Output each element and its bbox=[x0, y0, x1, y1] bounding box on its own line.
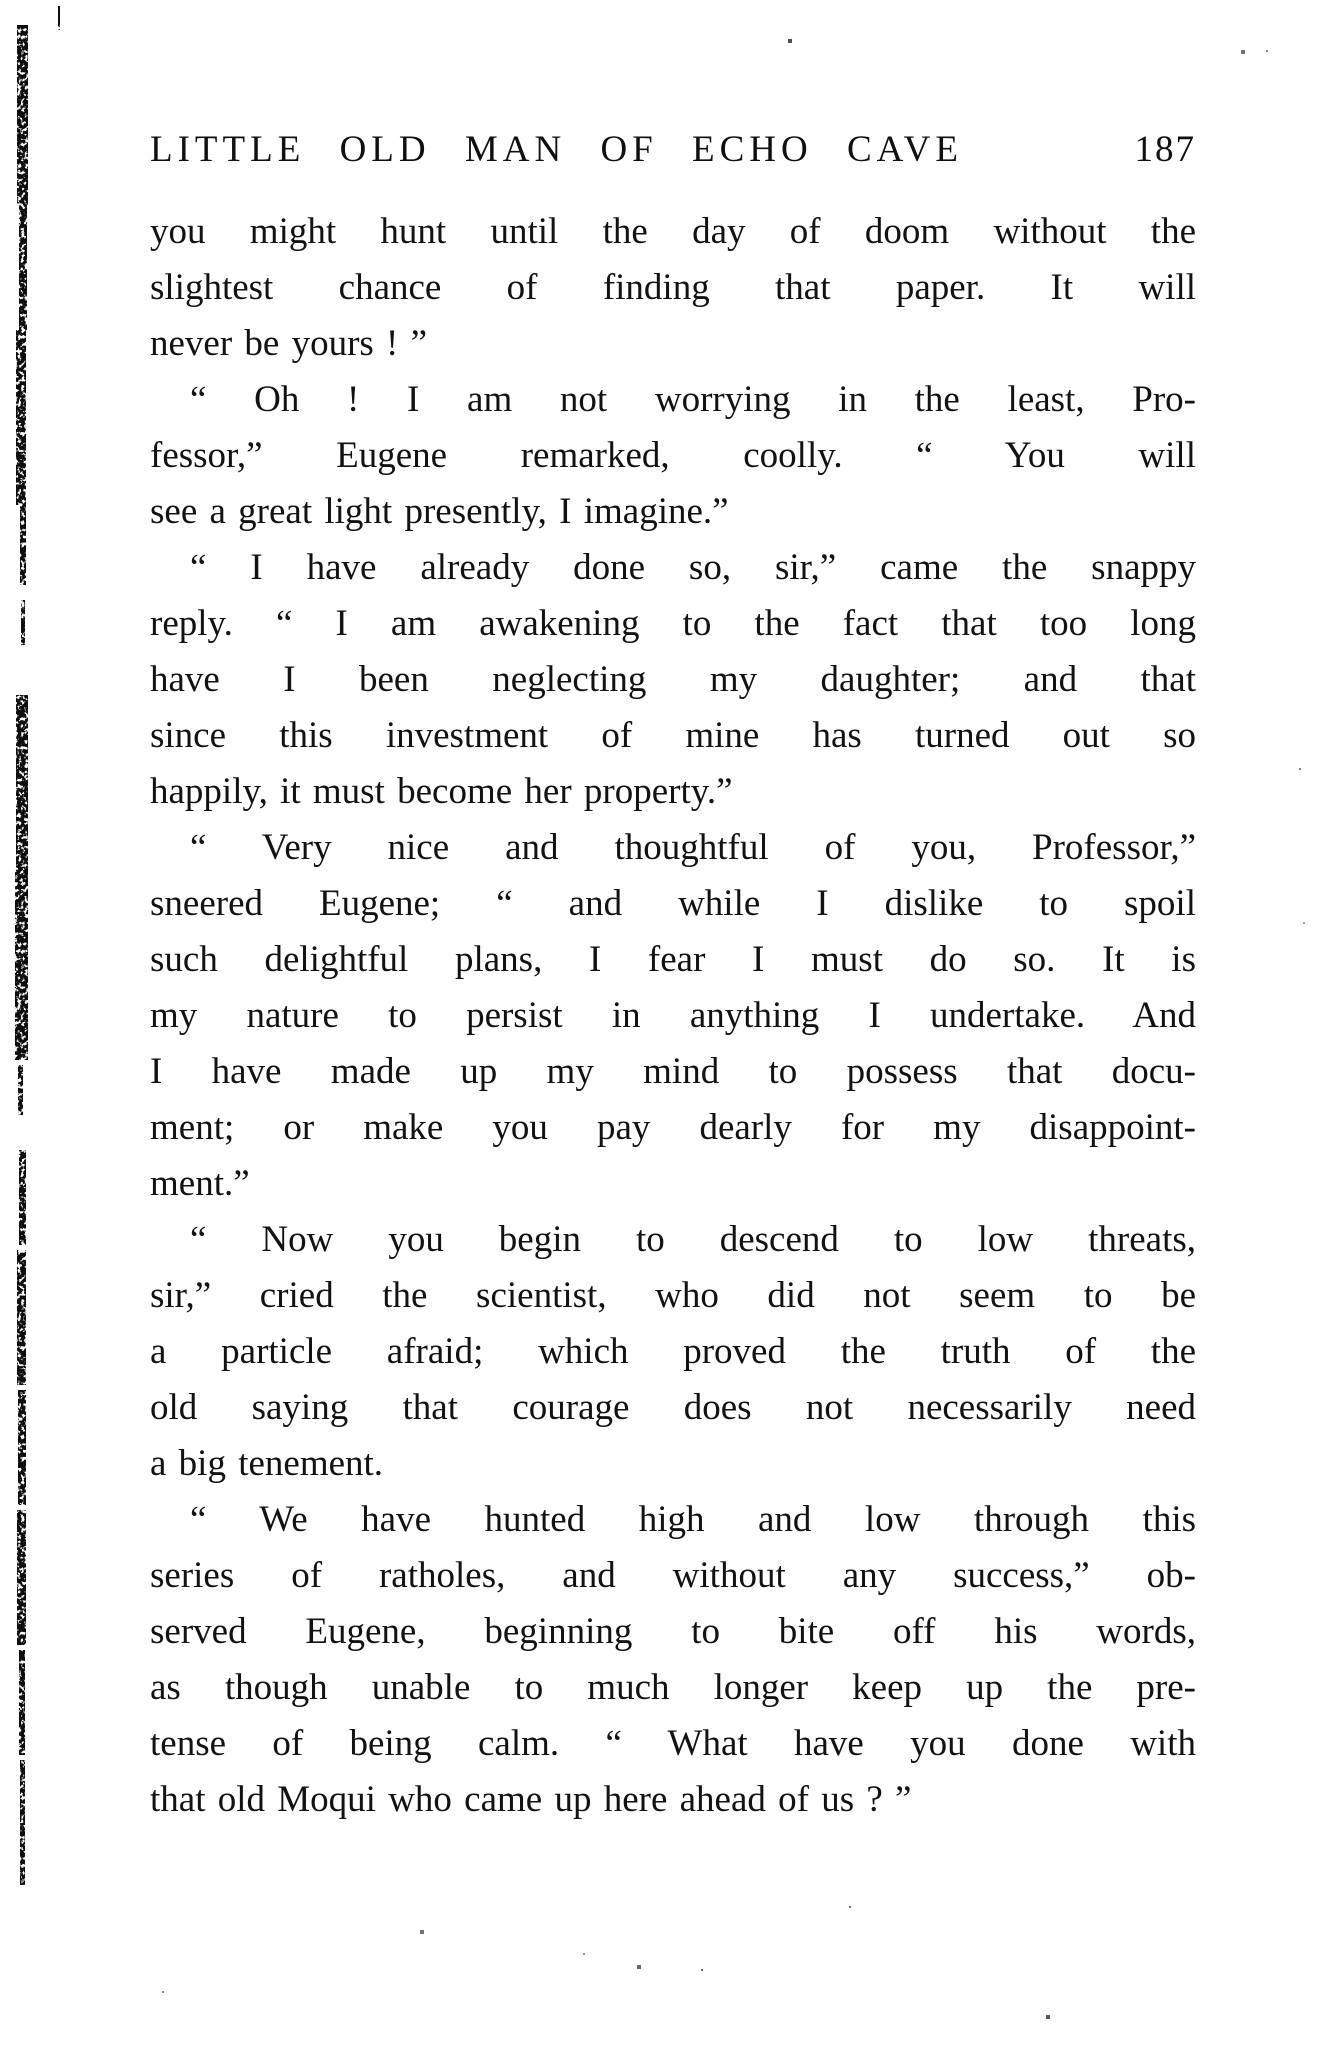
text-line: happily, it must become her property.” bbox=[150, 771, 733, 812]
text-line: “ Very nice and thoughtful of you, Professor,” bbox=[190, 827, 1196, 868]
text-line: old saying that courage does not necessarily need bbox=[150, 1387, 1196, 1428]
page-text bbox=[150, 204, 1196, 1828]
text-line: sneered Eugene; “ and while I dislike to spoil bbox=[150, 883, 1196, 924]
text-line: never be yours ! ” bbox=[150, 323, 428, 364]
text-line: sir,” cried the scientist, who did not seem to be bbox=[150, 1275, 1196, 1316]
paragraph bbox=[150, 820, 1196, 1212]
paragraph bbox=[150, 204, 1196, 372]
text-line: ment.” bbox=[150, 1163, 250, 1204]
page-number: 187 bbox=[1134, 129, 1196, 170]
text-line: since this investment of mine has turned out so bbox=[150, 715, 1196, 756]
text-line: see a great light presently, I imagine.” bbox=[150, 491, 729, 532]
text-line: as though unable to much longer keep up the pre- bbox=[150, 1667, 1196, 1708]
text-line: such delightful plans, I fear I must do so. It is bbox=[150, 939, 1196, 980]
text-line: “ We have hunted high and low through this bbox=[190, 1499, 1196, 1540]
text-line: a big tenement. bbox=[150, 1443, 384, 1484]
text-line: that old Moqui who came up here ahead of us ? ” bbox=[150, 1779, 912, 1820]
text-line: series of ratholes, and without any success,” ob- bbox=[150, 1555, 1196, 1596]
text-line: fessor,” Eugene remarked, coolly. “ You will bbox=[150, 435, 1196, 476]
paragraph bbox=[150, 1212, 1196, 1492]
chapter-title: LITTLE OLD MAN OF ECHO CAVE bbox=[150, 129, 963, 170]
text-line: “ I have already done so, sir,” came the snappy bbox=[190, 547, 1196, 588]
text-line: a particle afraid; which proved the truth of the bbox=[150, 1331, 1196, 1372]
text-line: tense of being calm. “ What have you done with bbox=[150, 1723, 1196, 1764]
text-line: slightest chance of finding that paper. It will bbox=[150, 267, 1196, 308]
scan-specks bbox=[0, 0, 2, 2]
text-line: reply. “ I am awakening to the fact that too long bbox=[150, 603, 1196, 644]
text-line: have I been neglecting my daughter; and that bbox=[150, 659, 1196, 700]
paragraph bbox=[150, 1492, 1196, 1828]
text-line: I have made up my mind to possess that docu- bbox=[150, 1051, 1196, 1092]
running-header bbox=[150, 128, 1196, 172]
paragraph bbox=[150, 540, 1196, 820]
text-line: “ Now you begin to descend to low threats, bbox=[190, 1219, 1196, 1260]
text-line: my nature to persist in anything I undertake. And bbox=[150, 995, 1196, 1036]
text-line: “ Oh ! I am not worrying in the least, Pro- bbox=[190, 379, 1196, 420]
text-line: you might hunt until the day of doom without the bbox=[150, 211, 1196, 252]
scan-binding-artifact bbox=[0, 0, 60, 2060]
paragraph bbox=[150, 372, 1196, 540]
page-content bbox=[150, 128, 1196, 1828]
text-line: ment; or make you pay dearly for my disappoint- bbox=[150, 1107, 1196, 1148]
text-line: served Eugene, beginning to bite off his words, bbox=[150, 1611, 1196, 1652]
